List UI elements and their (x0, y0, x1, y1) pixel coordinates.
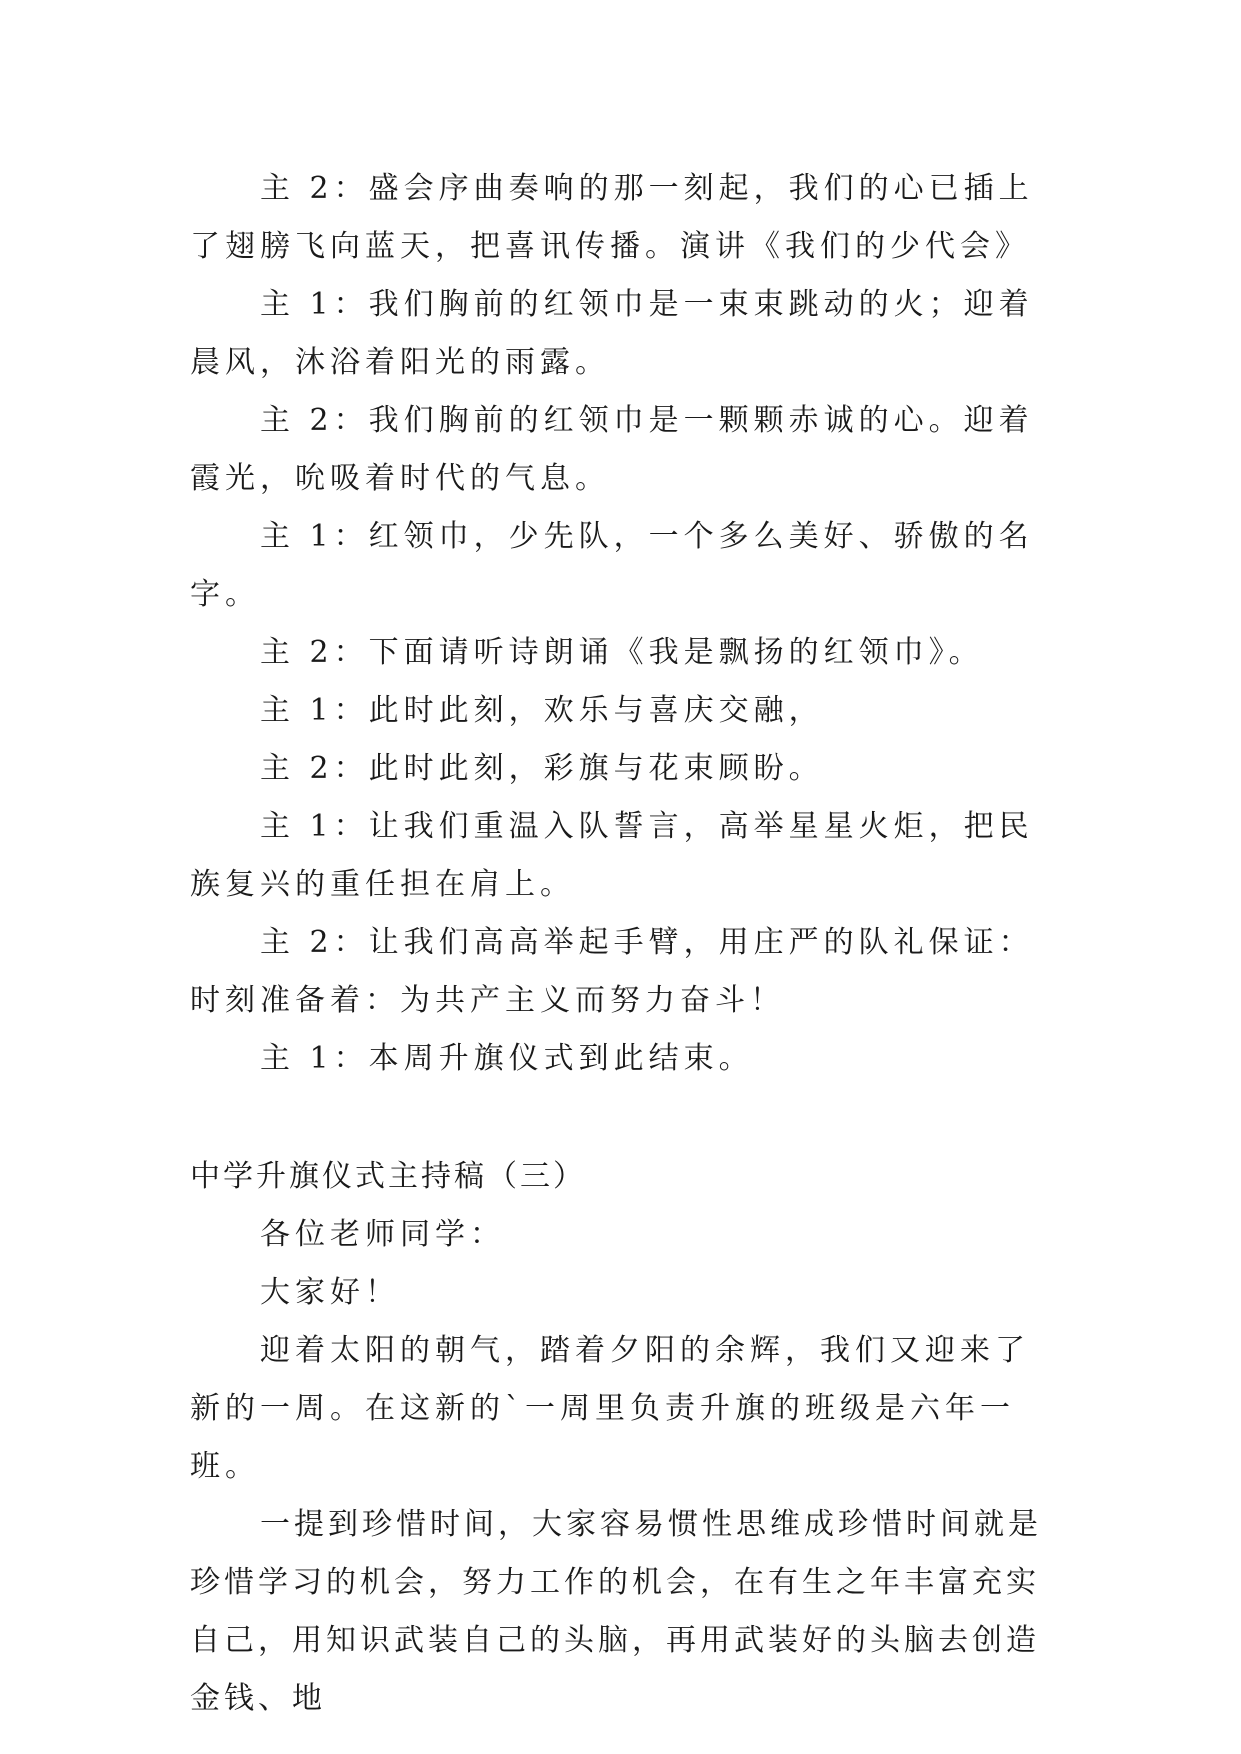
paragraph: 主 2：让我们高高举起手臂，用庄严的队礼保证：时刻准备着：为共产主义而努力奋斗！ (190, 925, 1034, 1018)
section-heading: 中学升旗仪式主持稿（三） (190, 1159, 586, 1194)
paragraph: 主 2：此时此刻，彩旗与花束顾盼。 (260, 751, 824, 786)
paragraph: 主 2：盛会序曲奏响的那一刻起，我们的心已插上了翅膀飞向蓝天，把喜讯传播。演讲《我们的少代会》 (190, 171, 1034, 264)
paragraph: 主 1：红领巾，少先队，一个多么美好、骄傲的名字。 (190, 519, 1034, 612)
paragraph: 主 1：让我们重温入队誓言，高举星星火炬，把民族复兴的重任担在肩上。 (190, 809, 1034, 902)
paragraph: 迎着太阳的朝气，踏着夕阳的余辉，我们又迎来了新的一周。在这新的`一周里负责升旗的班级是六年一班。 (190, 1333, 1030, 1484)
paragraph: 各位老师同学： (260, 1217, 505, 1252)
paragraph: 主 1：本周升旗仪式到此结束。 (260, 1041, 754, 1076)
paragraph: 主 1：此时此刻，欢乐与喜庆交融， (260, 693, 824, 728)
paragraph: 大家好！ (260, 1275, 400, 1310)
paragraph: 主 2：下面请听诗朗诵《我是飘扬的红领巾》。 (260, 635, 984, 670)
paragraph: 主 1：我们胸前的红领巾是一束束跳动的火；迎着晨风，沐浴着阳光的雨露。 (190, 287, 1034, 380)
paragraph: 一提到珍惜时间，大家容易惯性思维成珍惜时间就是珍惜学习的机会，努力工作的机会，在有生之年丰富充实自己，用知识武装自己的头脑，再用武装好的头脑去创造金钱、地 (190, 1507, 1042, 1716)
document-body (190, 160, 1060, 1728)
paragraph: 主 2：我们胸前的红领巾是一颗颗赤诚的心。迎着霞光，吮吸着时代的气息。 (190, 403, 1034, 496)
